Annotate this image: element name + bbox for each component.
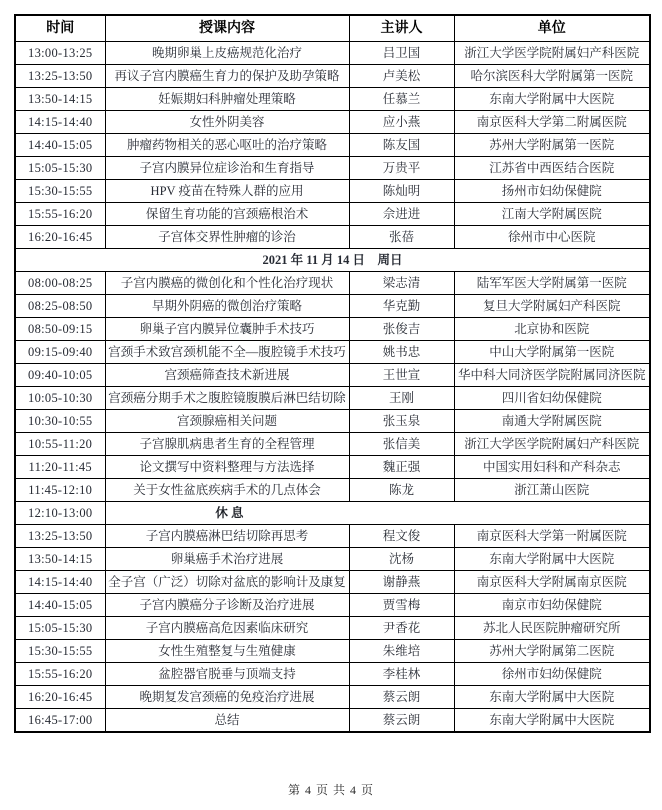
time-cell: 13:25-13:50 bbox=[15, 525, 105, 548]
speaker-cell: 魏正强 bbox=[349, 456, 454, 479]
topic-cell: 子宫腺肌病患者生育的全程管理 bbox=[105, 433, 349, 456]
time-cell: 13:25-13:50 bbox=[15, 65, 105, 88]
topic-cell: 早期外阴癌的微创治疗策略 bbox=[105, 295, 349, 318]
time-cell: 14:40-15:05 bbox=[15, 594, 105, 617]
schedule-table bbox=[14, 14, 651, 733]
table-row bbox=[15, 617, 650, 640]
speaker-cell: 张俊吉 bbox=[349, 318, 454, 341]
topic-cell: 卵巢子宫内膜异位囊肿手术技巧 bbox=[105, 318, 349, 341]
column-header-org: 单位 bbox=[454, 15, 650, 42]
time-cell: 10:05-10:30 bbox=[15, 387, 105, 410]
org-cell: 东南大学附属中大医院 bbox=[454, 88, 650, 111]
topic-cell: 宫颈腺癌相关问题 bbox=[105, 410, 349, 433]
speaker-cell: 李桂林 bbox=[349, 663, 454, 686]
time-cell: 14:15-14:40 bbox=[15, 111, 105, 134]
time-cell: 15:55-16:20 bbox=[15, 203, 105, 226]
table-row bbox=[15, 479, 650, 502]
topic-cell: 保留生育功能的宫颈癌根治术 bbox=[105, 203, 349, 226]
speaker-cell: 谢静燕 bbox=[349, 571, 454, 594]
topic-cell: 盆腔器官脱垂与顶端支持 bbox=[105, 663, 349, 686]
table-row bbox=[15, 387, 650, 410]
org-cell: 南京医科大学第二附属医院 bbox=[454, 111, 650, 134]
schedule-body bbox=[15, 42, 650, 733]
break-cell bbox=[105, 502, 650, 525]
time-cell: 14:40-15:05 bbox=[15, 134, 105, 157]
table-row bbox=[15, 180, 650, 203]
topic-cell: 子宫内膜癌分子诊断及治疗进展 bbox=[105, 594, 349, 617]
org-cell: 扬州市妇幼保健院 bbox=[454, 180, 650, 203]
topic-cell: 子宫体交界性肿瘤的诊治 bbox=[105, 226, 349, 249]
table-row bbox=[15, 318, 650, 341]
time-cell: 09:40-10:05 bbox=[15, 364, 105, 387]
table-row bbox=[15, 594, 650, 617]
table-row bbox=[15, 203, 650, 226]
org-cell: 苏州大学附属第一医院 bbox=[454, 134, 650, 157]
speaker-cell: 蔡云朗 bbox=[349, 709, 454, 733]
org-cell: 中国实用妇科和产科杂志 bbox=[454, 456, 650, 479]
org-cell: 哈尔滨医科大学附属第一医院 bbox=[454, 65, 650, 88]
speaker-cell: 程文俊 bbox=[349, 525, 454, 548]
time-cell: 08:25-08:50 bbox=[15, 295, 105, 318]
topic-cell: 妊娠期妇科肿瘤处理策略 bbox=[105, 88, 349, 111]
topic-cell: 子宫内膜癌淋巴结切除再思考 bbox=[105, 525, 349, 548]
date-row bbox=[15, 249, 650, 272]
org-cell: 南通大学附属医院 bbox=[454, 410, 650, 433]
time-cell: 15:05-15:30 bbox=[15, 617, 105, 640]
time-cell: 08:50-09:15 bbox=[15, 318, 105, 341]
org-cell: 江南大学附属医院 bbox=[454, 203, 650, 226]
table-row bbox=[15, 226, 650, 249]
topic-cell: 子宫内膜异位症诊治和生育指导 bbox=[105, 157, 349, 180]
topic-cell: 子宫内膜癌的微创化和个性化治疗现状 bbox=[105, 272, 349, 295]
time-cell: 14:15-14:40 bbox=[15, 571, 105, 594]
speaker-cell: 贾雪梅 bbox=[349, 594, 454, 617]
topic-cell: 晚期复发宫颈癌的免疫治疗进展 bbox=[105, 686, 349, 709]
time-cell: 10:55-11:20 bbox=[15, 433, 105, 456]
table-header bbox=[15, 15, 650, 42]
speaker-cell: 王刚 bbox=[349, 387, 454, 410]
topic-cell: 晚期卵巢上皮癌规范化治疗 bbox=[105, 42, 349, 65]
speaker-cell: 蔡云朗 bbox=[349, 686, 454, 709]
table-row bbox=[15, 686, 650, 709]
speaker-cell: 佘进进 bbox=[349, 203, 454, 226]
table-row bbox=[15, 364, 650, 387]
speaker-cell: 王世宣 bbox=[349, 364, 454, 387]
speaker-cell: 尹香花 bbox=[349, 617, 454, 640]
time-cell: 15:05-15:30 bbox=[15, 157, 105, 180]
column-header-speaker: 主讲人 bbox=[349, 15, 454, 42]
time-cell: 13:50-14:15 bbox=[15, 88, 105, 111]
break-label: 休 息 bbox=[215, 505, 244, 520]
org-cell: 复旦大学附属妇产科医院 bbox=[454, 295, 650, 318]
speaker-cell: 沈杨 bbox=[349, 548, 454, 571]
topic-cell: 肿瘤药物相关的恶心呕吐的治疗策略 bbox=[105, 134, 349, 157]
org-cell: 华中科大同济医学院附属同济医院 bbox=[454, 364, 650, 387]
date-banner: 2021 年 11 月 14 日 周日 bbox=[15, 249, 650, 272]
org-cell: 东南大学附属中大医院 bbox=[454, 686, 650, 709]
topic-cell: HPV 疫苗在特殊人群的应用 bbox=[105, 180, 349, 203]
topic-cell: 女性外阴美容 bbox=[105, 111, 349, 134]
org-cell: 北京协和医院 bbox=[454, 318, 650, 341]
time-cell: 15:30-15:55 bbox=[15, 180, 105, 203]
speaker-cell: 张玉泉 bbox=[349, 410, 454, 433]
speaker-cell: 陈龙 bbox=[349, 479, 454, 502]
speaker-cell: 张蓓 bbox=[349, 226, 454, 249]
topic-cell: 宫颈癌筛查技术新进展 bbox=[105, 364, 349, 387]
org-cell: 东南大学附属中大医院 bbox=[454, 709, 650, 733]
org-cell: 东南大学附属中大医院 bbox=[454, 548, 650, 571]
table-row bbox=[15, 456, 650, 479]
org-cell: 中山大学附属第一医院 bbox=[454, 341, 650, 364]
table-row bbox=[15, 295, 650, 318]
time-cell: 11:45-12:10 bbox=[15, 479, 105, 502]
org-cell: 南京医科大学第一附属医院 bbox=[454, 525, 650, 548]
org-cell: 苏北人民医院肿瘤研究所 bbox=[454, 617, 650, 640]
speaker-cell: 朱维培 bbox=[349, 640, 454, 663]
topic-cell: 子宫内膜癌高危因素临床研究 bbox=[105, 617, 349, 640]
table-row bbox=[15, 65, 650, 88]
time-cell: 16:45-17:00 bbox=[15, 709, 105, 733]
speaker-cell: 张信美 bbox=[349, 433, 454, 456]
table-row bbox=[15, 272, 650, 295]
column-header-time: 时间 bbox=[15, 15, 105, 42]
topic-cell: 全子宫（广泛）切除对盆底的影响计及康复 bbox=[105, 571, 349, 594]
table-row bbox=[15, 111, 650, 134]
speaker-cell: 华克勤 bbox=[349, 295, 454, 318]
org-cell: 江苏省中西医结合医院 bbox=[454, 157, 650, 180]
topic-cell: 论文撰写中资料整理与方法选择 bbox=[105, 456, 349, 479]
org-cell: 苏州大学附属第二医院 bbox=[454, 640, 650, 663]
speaker-cell: 应小燕 bbox=[349, 111, 454, 134]
speaker-cell: 陈灿明 bbox=[349, 180, 454, 203]
time-cell: 12:10-13:00 bbox=[15, 502, 105, 525]
table-row bbox=[15, 341, 650, 364]
speaker-cell: 卢美松 bbox=[349, 65, 454, 88]
table-row bbox=[15, 433, 650, 456]
org-cell: 南京医科大学附属南京医院 bbox=[454, 571, 650, 594]
table-row bbox=[15, 42, 650, 65]
topic-cell: 宫颈手术致宫颈机能不全—腹腔镜手术技巧 bbox=[105, 341, 349, 364]
table-row bbox=[15, 548, 650, 571]
table-row bbox=[15, 709, 650, 733]
table-row bbox=[15, 525, 650, 548]
org-cell: 四川省妇幼保健院 bbox=[454, 387, 650, 410]
table-row bbox=[15, 157, 650, 180]
time-cell: 10:30-10:55 bbox=[15, 410, 105, 433]
table-row bbox=[15, 410, 650, 433]
speaker-cell: 任慕兰 bbox=[349, 88, 454, 111]
speaker-cell: 陈友国 bbox=[349, 134, 454, 157]
speaker-cell: 姚书忠 bbox=[349, 341, 454, 364]
time-cell: 16:20-16:45 bbox=[15, 686, 105, 709]
table-row bbox=[15, 88, 650, 111]
table-row bbox=[15, 663, 650, 686]
time-cell: 13:00-13:25 bbox=[15, 42, 105, 65]
page-number: 第 4 页 共 4 页 bbox=[287, 783, 374, 797]
table-row bbox=[15, 571, 650, 594]
topic-cell: 卵巢癌手术治疗进展 bbox=[105, 548, 349, 571]
table-row bbox=[15, 134, 650, 157]
speaker-cell: 吕卫国 bbox=[349, 42, 454, 65]
topic-cell: 宫颈癌分期手术之腹腔镜腹膜后淋巴结切除 bbox=[105, 387, 349, 410]
speaker-cell: 梁志清 bbox=[349, 272, 454, 295]
time-cell: 15:30-15:55 bbox=[15, 640, 105, 663]
time-cell: 09:15-09:40 bbox=[15, 341, 105, 364]
column-header-topic: 授课内容 bbox=[105, 15, 349, 42]
org-cell: 南京市妇幼保健院 bbox=[454, 594, 650, 617]
topic-cell: 总结 bbox=[105, 709, 349, 733]
org-cell: 陆军军医大学附属第一医院 bbox=[454, 272, 650, 295]
org-cell: 浙江大学医学院附属妇产科医院 bbox=[454, 433, 650, 456]
topic-cell: 女性生殖整复与生殖健康 bbox=[105, 640, 349, 663]
org-cell: 徐州市中心医院 bbox=[454, 226, 650, 249]
time-cell: 11:20-11:45 bbox=[15, 456, 105, 479]
org-cell: 浙江萧山医院 bbox=[454, 479, 650, 502]
org-cell: 徐州市妇幼保健院 bbox=[454, 663, 650, 686]
time-cell: 08:00-08:25 bbox=[15, 272, 105, 295]
header-row bbox=[15, 15, 650, 42]
time-cell: 13:50-14:15 bbox=[15, 548, 105, 571]
speaker-cell: 万贵平 bbox=[349, 157, 454, 180]
topic-cell: 关于女性盆底疾病手术的几点体会 bbox=[105, 479, 349, 502]
time-cell: 15:55-16:20 bbox=[15, 663, 105, 686]
org-cell: 浙江大学医学院附属妇产科医院 bbox=[454, 42, 650, 65]
time-cell: 16:20-16:45 bbox=[15, 226, 105, 249]
table-row bbox=[15, 640, 650, 663]
topic-cell: 再议子宫内膜癌生育力的保护及助孕策略 bbox=[105, 65, 349, 88]
break-row bbox=[15, 502, 650, 525]
